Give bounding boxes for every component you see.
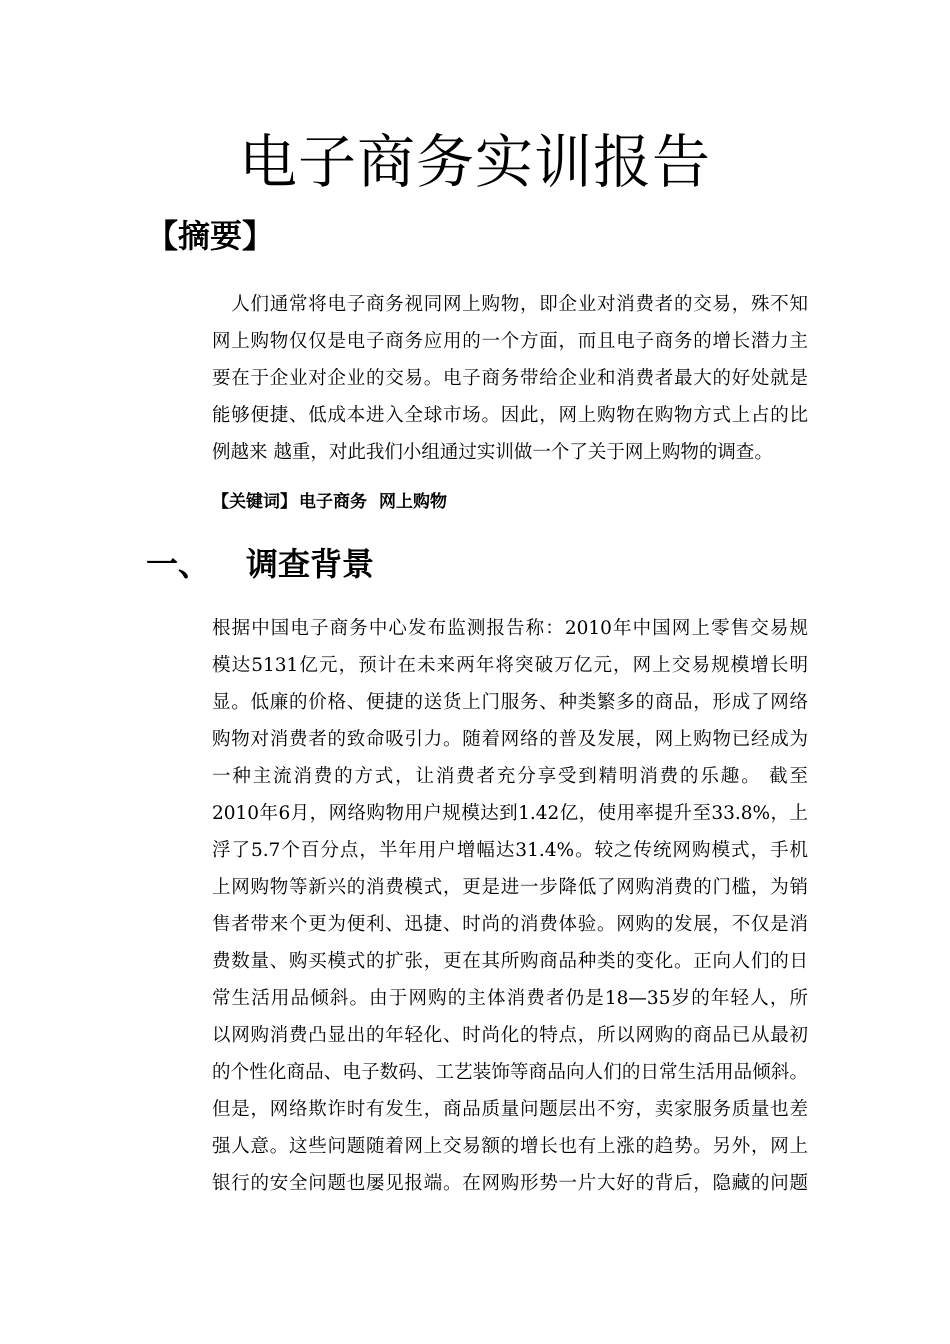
section-line: 银行的安全问题也屡见报端。在网购形势一片大好的背后，隐藏的问题 (212, 1173, 808, 1194)
section-line: 售者带来个更为便利、迅捷、时尚的消费体验。网购的发展，不仅是消 (212, 914, 808, 935)
keyword-item: 网上购物 (379, 492, 447, 512)
keywords-label: 【关键词】 (212, 492, 297, 512)
section-number: 一、 (146, 545, 211, 583)
section-line: 根据中国电子商务中心发布监测报告称：2010年中国网上零售交易规 (212, 618, 808, 639)
section-line: 2010年6月，网络购物用户规模达到1.42亿，使用率提升至33.8%，上 (212, 803, 808, 824)
section-line: 以网购消费凸显出的年轻化、时尚化的特点，所以网购的商品已从最初 (212, 1025, 808, 1046)
section-line: 上网购物等新兴的消费模式，更是进一步降低了网购消费的门槛，为销 (212, 877, 808, 898)
keyword-item: 电子商务 (299, 492, 367, 512)
abstract-line: 人们通常将电子商务视同网上购物，即企业对消费者的交易，殊不知 (212, 294, 808, 315)
abstract-heading: 【摘要】 (146, 217, 275, 255)
section-line: 浮了5.7个百分点，半年用户增幅达31.4%。较之传统网购模式，手机 (212, 840, 808, 861)
keywords-line (212, 486, 447, 518)
abstract-line: 例越来 越重，对此我们小组通过实训做一个了关于网上购物的调查。 (212, 442, 773, 463)
section-heading (146, 538, 374, 590)
abstract-line: 能够便捷、低成本进入全球市场。因此，网上购物在购物方式上占的比 (212, 405, 808, 426)
section-line: 一种主流消费的方式，让消费者充分享受到精明消费的乐趣。 截至 (212, 766, 808, 787)
abstract-line: 网上购物仅仅是电子商务应用的一个方面，而且电子商务的增长潜力主 (212, 331, 808, 352)
section-line: 模达5131亿元，预计在未来两年将突破万亿元，网上交易规模增长明 (212, 655, 808, 676)
section-line: 常生活用品倾斜。由于网购的主体消费者仍是18—35岁的年轻人，所 (212, 988, 808, 1009)
section-line: 购物对消费者的致命吸引力。随着网络的普及发展，网上购物已经成为 (212, 729, 808, 750)
section-title: 调查背景 (246, 545, 375, 583)
section-line: 但是，网络欺诈时有发生，商品质量问题层出不穷，卖家服务质量也差 (212, 1099, 808, 1120)
abstract-paragraph (212, 286, 808, 471)
abstract-line: 要在于企业对企业的交易。电子商务带给企业和消费者最大的好处就是 (212, 368, 808, 389)
section-line: 费数量、购买模式的扩张，更在其所购商品种类的变化。正向人们的日 (212, 951, 808, 972)
section-line: 的个性化商品、电子数码、工艺装饰等商品向人们的日常生活用品倾斜。 (212, 1062, 808, 1083)
section-line: 显。低廉的价格、便捷的送货上门服务、种类繁多的商品，形成了网络 (212, 692, 808, 713)
section-paragraph (212, 610, 808, 1202)
section-line: 强人意。这些问题随着网上交易额的增长也有上涨的趋势。另外，网上 (212, 1136, 808, 1157)
document-title: 电子商务实训报告 (238, 128, 711, 196)
